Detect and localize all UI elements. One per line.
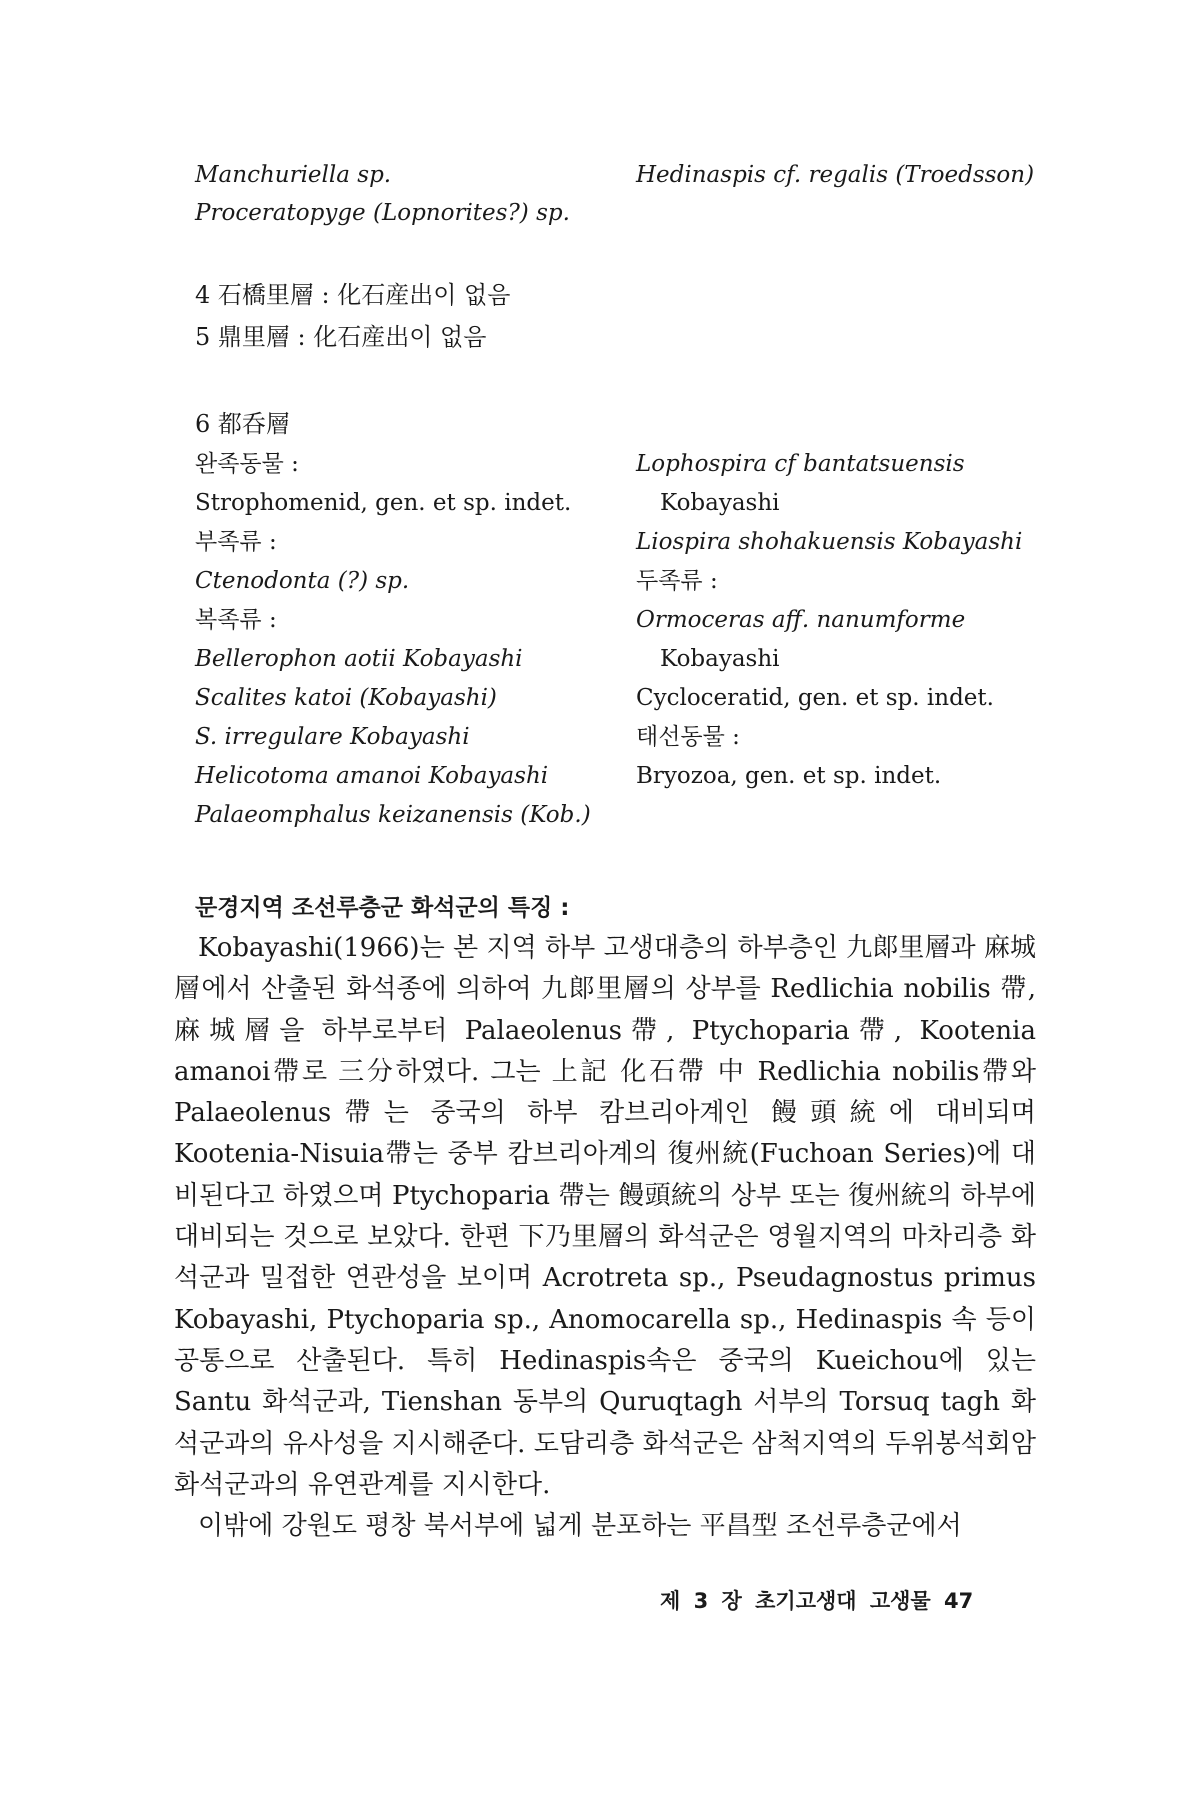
body-paragraph-1: Kobayashi(1966)는 본 지역 하부 고생대층의 하부층인 九郞里層과 麻城層에서 산출된 화석종에 의하여 九郞里層의 상부를 Redlichia nobilis 帶, 麻城層을 하부로부터 Palaeolenus帶, Ptychoparia帶, Kootenia amanoi帶로 三分하였다. 그는 上記 化石帶 中 Redlichia nobilis帶와 Palaeolenus帶는 중국의 하부 캄브리아계인 饅頭統에 대비되며 Kootenia-Nisuia帶는 중부 캄브리아계의 復州統(Fuchoan Series)에 대비된다고 하였으며 Ptychoparia 帶는 饅頭統의 상부 또는 復州統의 하부에 대비되는 것으로 보았다. 한편 下乃里層의 화석군은 영월지역의 마차리층 화석군과 밀접한 연관성을 보이며 Acrotreta sp., Pseudagnostus primus Kobayashi, Ptychoparia sp., Anomocarella sp., Hedinaspis 속 등이 공통으로 산출된다. 특히 Hedinaspis속은 중국의 Kueichou에 있는 Santu 화석군과, Tienshan 동부의 Quruqtagh 서부의 Torsuq tagh 화석군과의 유사성을 지시해준다. 도담리층 화석군은 삼척지역의 두위봉석회암 화석군과의 유연관계를 지시한다. [174,933,1036,1500]
left-item: S. irregulare Kobayashi [195,724,470,750]
right-item: Bryozoa, gen. et sp. indet. [636,763,942,789]
left-item: Strophomenid, gen. et sp. indet. [195,490,572,516]
left-item: 부족류 : [195,529,277,555]
right-item: Kobayashi [660,490,780,516]
right-item: Liospira shohakuensis Kobayashi [636,529,1023,555]
left-item: Bellerophon aotii Kobayashi [195,646,523,672]
left-item: Helicotoma amanoi Kobayashi [195,763,549,789]
right-item: Cycloceratid, gen. et sp. indet. [636,685,994,711]
left-item: 복족류 : [195,607,277,633]
section-6-title: 6 都呑層 [195,410,290,438]
left-item: 완족동물 : [195,451,299,477]
right-item: Lophospira cf bantatsuensis [636,451,965,477]
formation-line-4: 4 石橋里層 : 化石産出이 없음 [195,281,511,309]
left-item: Scalites katoi (Kobayashi) [195,685,497,711]
species-top-left-2: Proceratopyge (Lopnorites?) sp. [195,200,570,226]
right-item: 태선동물 : [636,724,740,750]
right-item: 두족류 : [636,568,718,594]
left-item: Palaeomphalus keizanensis (Kob.) [195,802,591,828]
formation-line-5: 5 鼎里層 : 化石産出이 없음 [195,323,487,351]
right-item: Ormoceras aff. nanumforme [636,607,966,633]
left-item: Ctenodonta (?) sp. [195,568,410,594]
body-paragraph-2: 이밖에 강원도 평창 북서부에 넓게 분포하는 平昌型 조선루층군에서 [198,1511,962,1541]
right-item: Kobayashi [660,646,780,672]
species-top-right-1: Hedinaspis cf. regalis (Troedsson) [636,162,1035,188]
section-heading: 문경지역 조선루층군 화석군의 특징 : [195,895,570,921]
page-footer: 제 3 장 초기고생대 고생물 47 [660,1589,974,1613]
species-top-left-1: Manchuriella sp. [195,162,392,188]
